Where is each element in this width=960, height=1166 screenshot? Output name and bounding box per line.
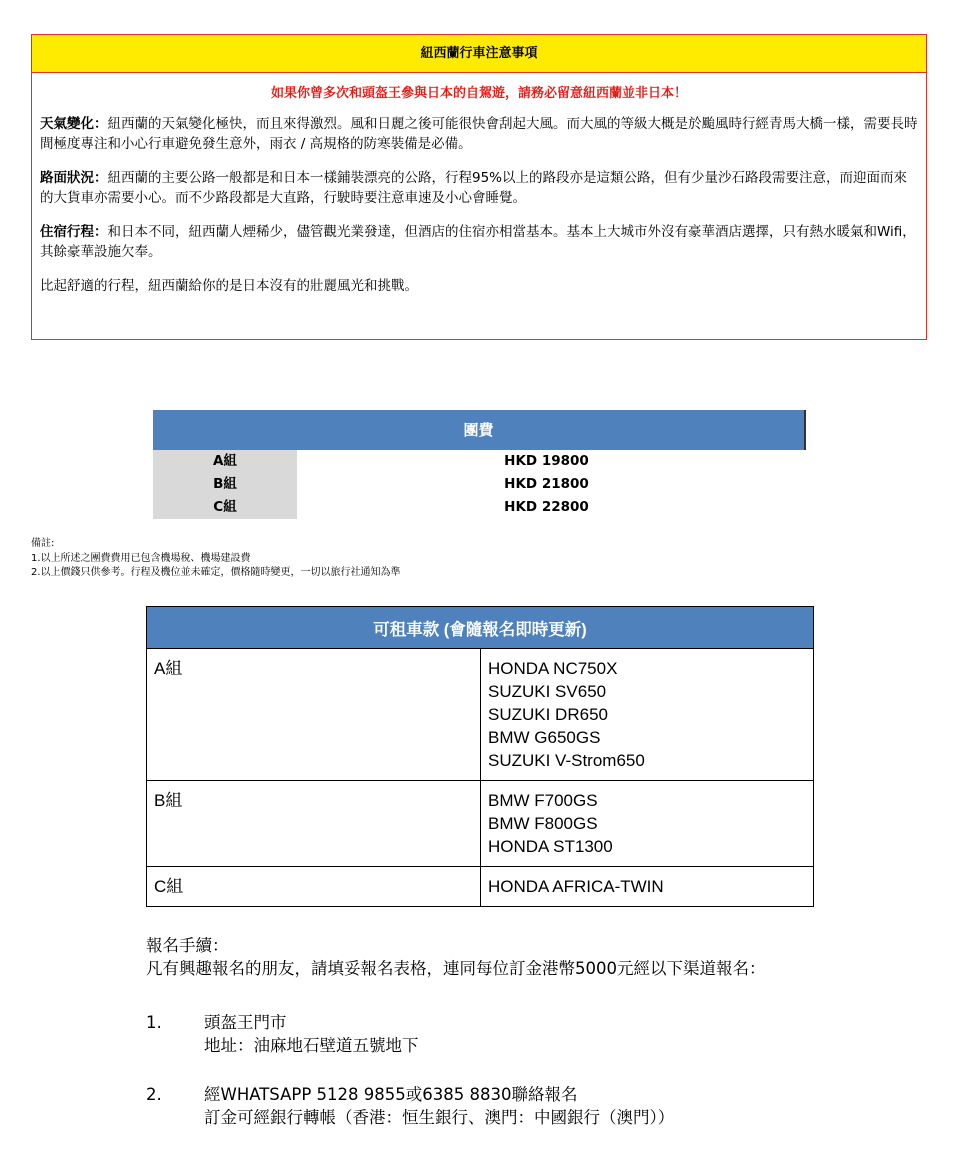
stay-text: 和日本不同，紐西蘭人煙稀少，儘管觀光業發達，但酒店的住宿亦相當基本。基本上大城市外沒有豪華酒店選擇，只有熱水暖氣和Wifi，其餘豪華設施欠奉。	[40, 224, 916, 260]
signup-section	[146, 934, 826, 1129]
weather-paragraph	[40, 114, 918, 154]
fee-row	[153, 473, 806, 496]
weather-text: 紐西蘭的天氣變化極快，而且來得激烈。風和日麗之後可能很快會刮起大風。而大風的等級大概是於颱風時行經青馬大橋一樣，需要長時間極度專注和小心行車避免發生意外，雨衣 / 高規格的防寒裝備是必備。	[40, 116, 918, 152]
fee-table	[153, 410, 806, 519]
travel-notice-box	[31, 34, 927, 340]
bike-group: A組	[147, 649, 481, 781]
rental-bike-table	[146, 606, 814, 907]
road-label: 路面狀況：	[40, 170, 108, 186]
road-text: 紐西蘭的主要公路一般都是和日本一樣鋪裝漂亮的公路，行程95%以上的路段亦是這類公路，但有少量沙石路段需要注意，而迎面而來的大貨車亦需要小心。而不少路段都是大直路，行駛時要注意車速及小心會睡覺。	[40, 170, 908, 206]
fee-group: A組	[153, 450, 297, 473]
fee-group: C組	[153, 496, 297, 519]
rental-table-title: 可租車款 (會隨報名即時更新)	[147, 607, 814, 649]
road-paragraph	[40, 168, 918, 208]
bike-model: SUZUKI SV650	[488, 682, 607, 701]
stay-label: 住宿行程：	[40, 224, 108, 240]
signup-heading: 報名手續：	[146, 936, 229, 955]
bike-group: C組	[147, 867, 481, 907]
fee-price: HKD 19800	[504, 453, 589, 469]
remarks-heading: 備註:	[31, 538, 55, 549]
fee-row	[153, 496, 806, 519]
channel-line: 頭盔王門市	[204, 1013, 287, 1032]
bike-model: BMW F700GS	[488, 791, 598, 810]
channel-line: 訂金可經銀行轉帳（香港：恒生銀行、澳門：中國銀行（澳門））	[204, 1108, 675, 1127]
channel-number: 2.	[146, 1085, 162, 1104]
fee-group: B組	[153, 473, 297, 496]
bike-group: B組	[147, 781, 481, 867]
table-row	[147, 867, 814, 907]
channel-line: 經WHATSAPP 5128 9855或6385 8830聯絡報名	[204, 1085, 578, 1104]
bike-model: HONDA ST1300	[488, 837, 613, 856]
stay-paragraph	[40, 222, 918, 262]
bike-models	[481, 867, 814, 907]
fee-row	[153, 450, 806, 473]
fee-price: HKD 22800	[504, 499, 589, 515]
notice-title: 紐西蘭行車注意事項	[32, 35, 926, 73]
bike-model: HONDA AFRICA-TWIN	[488, 877, 664, 896]
fee-price: HKD 21800	[504, 476, 589, 492]
bike-model: BMW F800GS	[488, 814, 598, 833]
bike-model: SUZUKI V-Strom650	[488, 751, 645, 770]
fee-table-title: 團費	[153, 410, 806, 450]
channel-line: 地址：油麻地石壁道五號地下	[204, 1036, 419, 1055]
remarks-line: 1.以上所述之團費費用已包含機場稅、機場建設費	[31, 552, 251, 564]
bike-models	[481, 649, 814, 781]
weather-label: 天氣變化：	[40, 116, 108, 132]
bike-models	[481, 781, 814, 867]
bike-model: HONDA NC750X	[488, 659, 618, 678]
closing-paragraph: 比起舒適的行程，紐西蘭給你的是日本沒有的壯麗風光和挑戰。	[40, 278, 418, 294]
bike-model: SUZUKI DR650	[488, 705, 608, 724]
channel-number: 1.	[146, 1013, 162, 1032]
remarks-line: 2.以上價錢只供參考。行程及機位並未確定，價格隨時變更，一切以旅行社通知為準	[31, 567, 401, 578]
table-row	[147, 781, 814, 867]
notice-warning: 如果你曾多次和頭盔王參與日本的自駕遊，請務必留意紐西蘭並非日本！	[270, 86, 687, 101]
remarks	[31, 537, 401, 581]
signup-intro: 凡有興趣報名的朋友，請填妥報名表格，連同每位訂金港幣5000元經以下渠道報名：	[146, 959, 766, 978]
bike-model: BMW G650GS	[488, 728, 601, 747]
signup-channel	[146, 1011, 826, 1057]
table-row	[147, 649, 814, 781]
signup-channel	[146, 1083, 826, 1129]
